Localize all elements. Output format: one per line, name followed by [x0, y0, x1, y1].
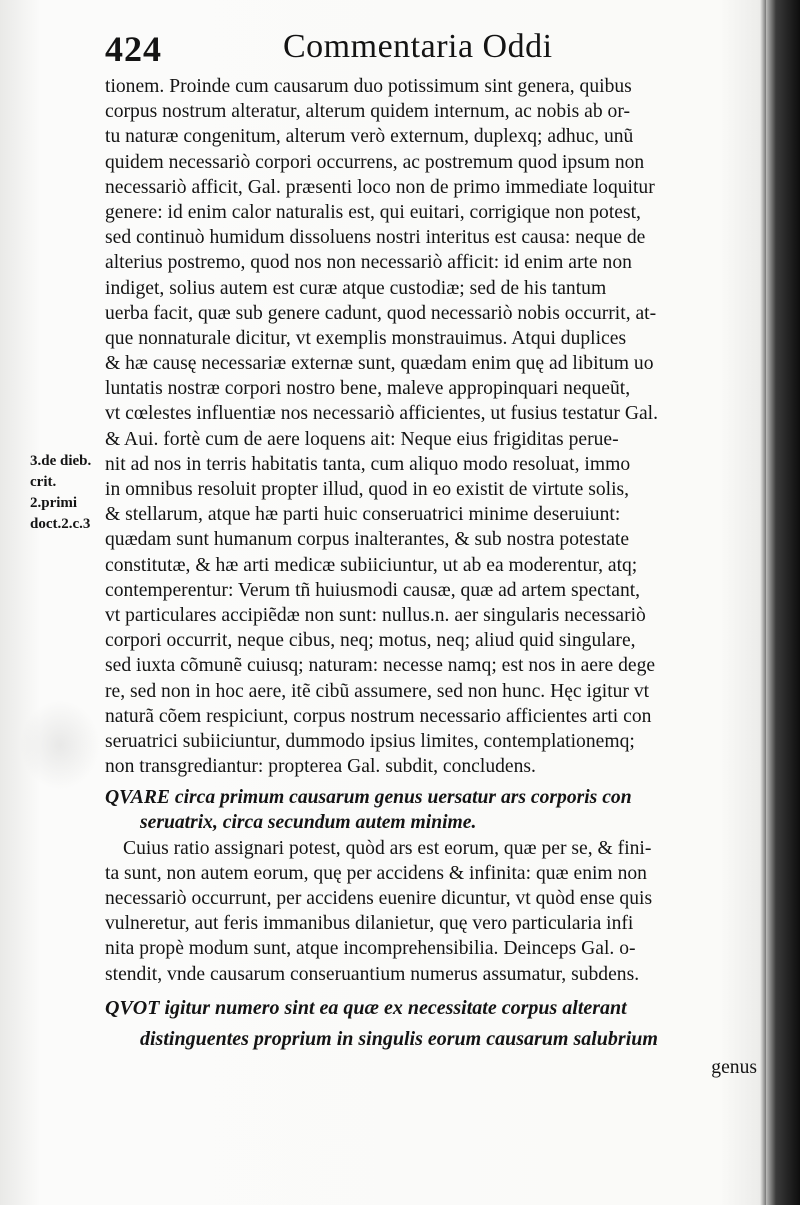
text-line: genere: id enim calor naturalis est, qui euitari, corrigique non potest, [105, 201, 641, 223]
page-header [105, 28, 765, 80]
lemma-line: QVOT igitur numero sint ea quæ ex necessitate corpus alterant [105, 996, 627, 1019]
text-line: necessariò occurrunt, per accidens euenire dicuntur, vt quòd ense quis [105, 888, 653, 909]
text-line: re, sed non in hoc aere, itẽ cibũ assumere, sed non hunc. Hęc igitur vt [105, 680, 650, 702]
text-line: uerba facit, quæ sub genere cadunt, quod necessariò nobis occurrit, at- [105, 302, 657, 324]
margin-note: 2.primi [30, 495, 78, 511]
main-text-block [105, 74, 765, 1080]
running-title: Commentaria Oddi [283, 28, 553, 65]
text-line: vt cœlestes influentiæ nos necessariò afficientes, ut fusius testatur Gal. [105, 403, 659, 425]
lemma-line: QVARE circa primum causarum genus uersatur ars corporis con [105, 787, 632, 809]
text-line: ta sunt, non autem eorum, quę per accidens & infinita: quæ enim non [105, 862, 647, 884]
text-line: nit ad nos in terris habitatis tanta, cum aliquo modo resoluat, immo [105, 453, 631, 475]
text-line: corpus nostrum alteratur, alterum quidem internum, ac nobis ab or- [105, 101, 630, 123]
margin-note: crit. [30, 474, 57, 490]
text-line: sed iuxta cõmunẽ cuiusq; naturam: necesse namq; est nos in aere dege [105, 655, 656, 677]
text-line: tionem. Proinde cum causarum duo potissimum sint genera, quibus [105, 76, 632, 97]
bleed-through-stain [20, 700, 100, 790]
paragraph-first-line: Cuius ratio assignari potest, quòd ars est eorum, quæ per se, & fini- [123, 837, 652, 859]
text-line: sed continuò humidum dissoluens nostri interitus est causa: neque de [105, 227, 646, 249]
margin-note: doct.2.c.3 [30, 516, 91, 532]
text-line: constitutæ, & hæ arti medicæ subiiciuntur, ut ab ea moderentur, atq; [105, 554, 638, 576]
text-line: & hæ causę necessariæ externæ sunt, quædam enim quę ad libitum uo [105, 353, 654, 375]
text-line: contemperentur: Verum tñ huiusmodi causæ, quæ ad artem spectant, [105, 579, 641, 601]
text-line: alterius postremo, quod nos non necessariò afficit: id enim arte non [105, 252, 632, 274]
text-line: que nonnaturale dicitur, vt exemplis monstrauimus. Atqui duplices [105, 327, 627, 349]
text-line: & Aui. fortè cum de aere loquens ait: Neque eius frigiditas perue- [105, 428, 619, 450]
lemma-line: seruatrix, circa secundum autem minime. [140, 812, 477, 834]
catchword: genus [711, 1056, 757, 1078]
book-spine-shadow [766, 0, 800, 1205]
text-line: corpori occurrit, neque cibus, neq; motus, neq; aliud quid singulare, [105, 630, 636, 652]
text-line: indiget, solius autem est curæ atque custodiæ; sed de his tantum [105, 277, 607, 299]
margin-note: 3.de dieb. [30, 453, 92, 469]
page-number: 424 [105, 29, 162, 69]
text-line: quidem necessariò corpori occurrens, ac postremum quod ipsum non [105, 151, 645, 173]
lemma-line: distinguentes proprium in singulis eorum causarum salubrium [140, 1027, 658, 1050]
text-line: nita propè modum sunt, atque incomprehensibilia. Deinceps Gal. o- [105, 938, 636, 960]
text-line: vt particulares accipiẽdæ non sunt: nullus.n. aer singularis necessariò [105, 604, 646, 626]
text-line: vulneretur, aut feris immanibus dilanietur, quę vero particularia infi [105, 913, 634, 935]
text-line: naturã cõem respiciunt, corpus nostrum necessario afficientes arti con [105, 705, 652, 727]
margin-notes [30, 451, 108, 535]
text-line: seruatrici subiiciuntur, dummodo ipsius limites, contemplationemq; [105, 730, 635, 752]
text-line: necessariò afficit, Gal. præsenti loco non de primo immediate loquitur [105, 176, 655, 198]
text-line: tu naturæ congenitum, alterum verò externum, duplexq; adhuc, unũ [105, 126, 634, 148]
text-line: stendit, vnde causarum conseruantium numerus assumatur, subdens. [105, 963, 640, 985]
text-line: in omnibus resoluit propter illud, quod in eo existit de virtute solis, [105, 479, 630, 500]
text-line: quædam sunt humanum corpus inalterantes, & sub nostra potestate [105, 529, 630, 551]
text-line: non transgrediantur: propterea Gal. subdit, concludens. [105, 756, 536, 778]
text-line: & stellarum, atque hæ parti huic conseruatrici minime deseruiunt: [105, 504, 621, 526]
text-line: luntatis nostræ corpori nostro bene, maleve appropinquari nequeũt, [105, 378, 631, 400]
